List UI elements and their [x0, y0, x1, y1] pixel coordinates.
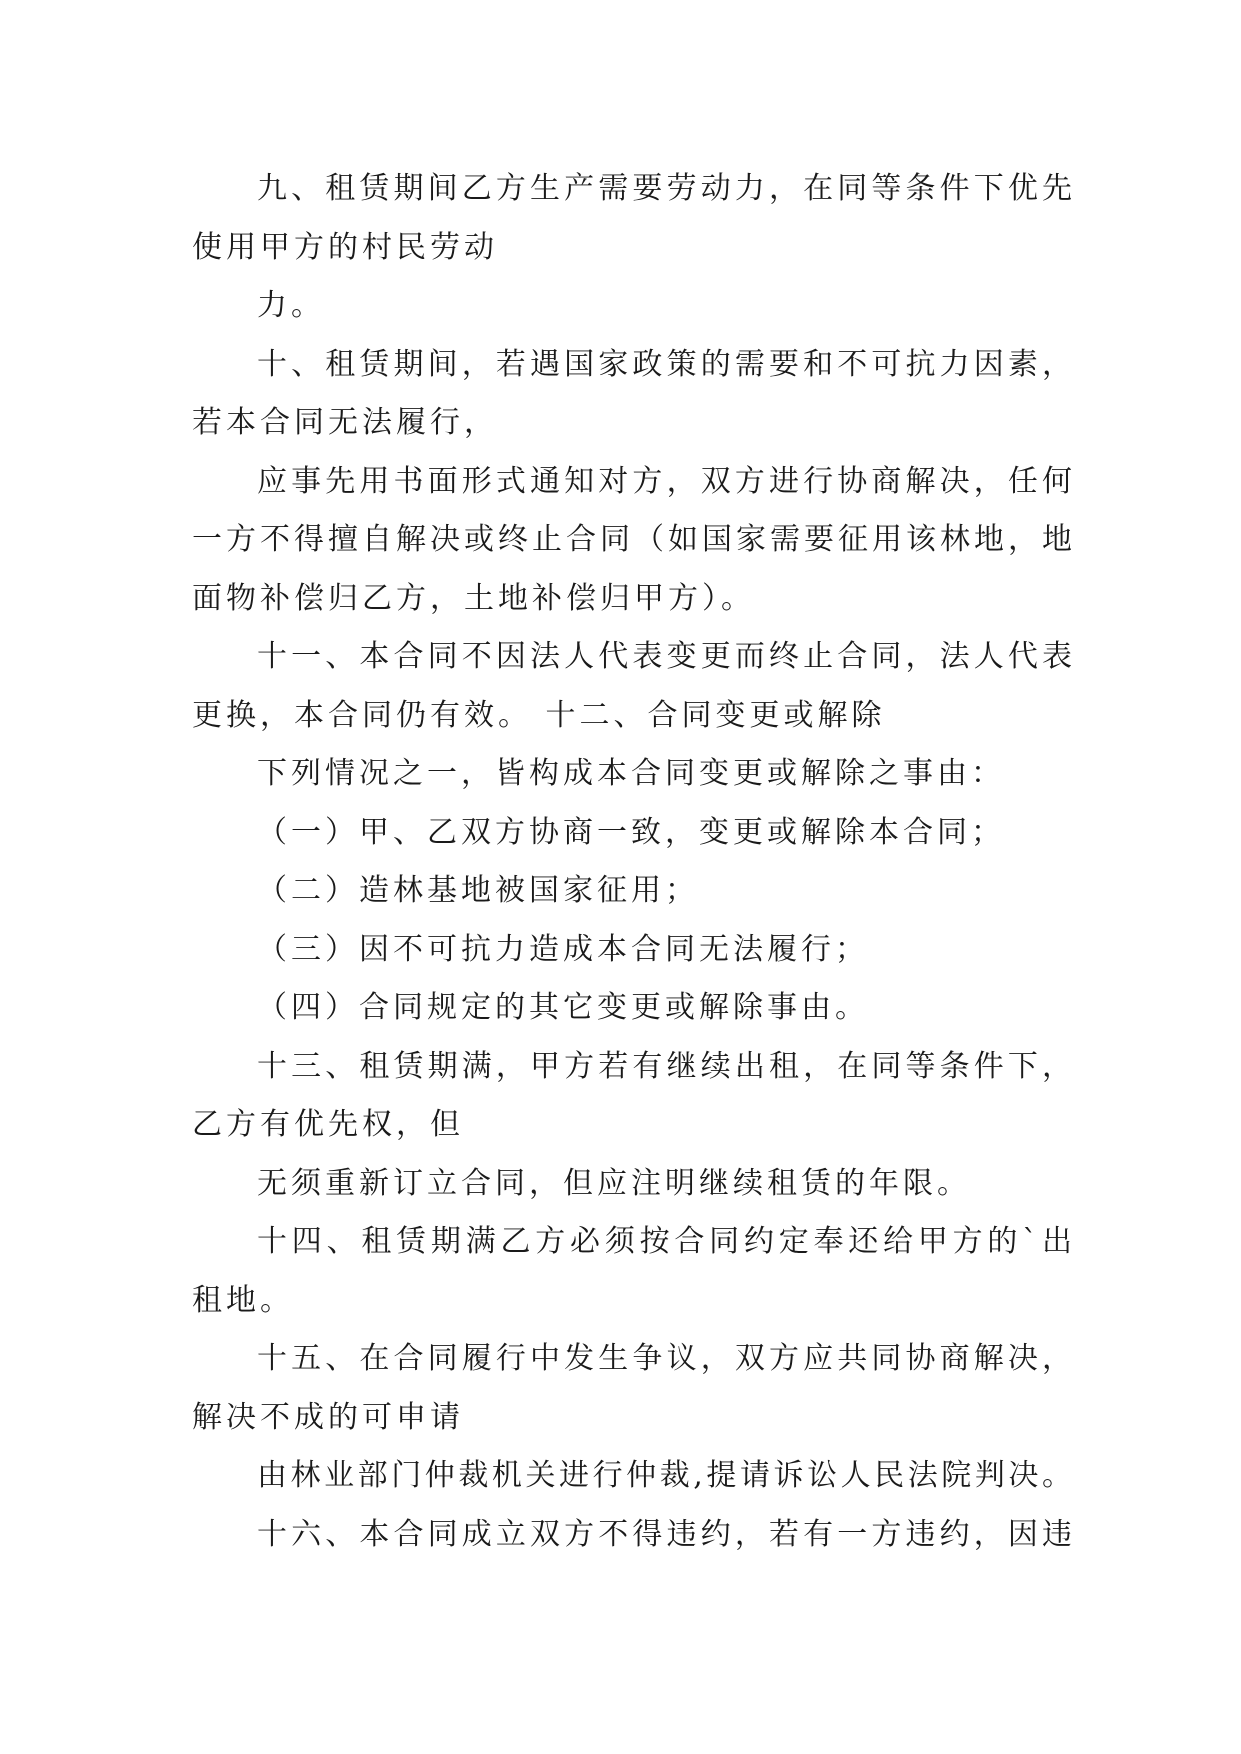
text-line: 十六、本合同成立双方不得违约，若有一方违约，因违 — [257, 1516, 1072, 1552]
text-line: （二）造林基地被国家征用； — [257, 873, 699, 908]
text-line: 使用甲方的村民劳动 — [192, 229, 498, 265]
text-line: 十四、租赁期满乙方必须按合同约定奉还给甲方的`出 — [257, 1224, 1072, 1259]
text-line: 无须重新订立合同，但应注明继续租赁的年限。 — [257, 1165, 971, 1201]
text-line: 租地。 — [192, 1282, 294, 1318]
text-line: 十三、租赁期满，甲方若有继续出租，在同等条件下， — [257, 1048, 1072, 1084]
text-line: （一）甲、乙双方协商一致，变更或解除本合同； — [257, 814, 1005, 850]
paragraph-clause-9-cont — [192, 277, 1072, 336]
text-line: 应事先用书面形式通知对方，双方进行协商解决，任何 — [257, 463, 1072, 499]
text-line: 十一、本合同不因法人代表变更而终止合同，法人代表 — [257, 639, 1072, 674]
text-line: 面物补偿归乙方，土地补偿归甲方）。 — [192, 580, 755, 616]
paragraph-clause-10 — [192, 336, 1072, 453]
text-line: 由林业部门仲裁机关进行仲裁,提请诉讼人民法院判决。 — [257, 1458, 1072, 1493]
paragraph-clause-14 — [192, 1213, 1072, 1330]
text-line: 九、租赁期间乙方生产需要劳动力，在同等条件下优先 — [257, 171, 1072, 206]
text-line: 十五、在合同履行中发生争议，双方应共同协商解决， — [257, 1341, 1072, 1376]
paragraph-clause-15-cont — [192, 1447, 1072, 1506]
paragraph-clause-15 — [192, 1330, 1072, 1447]
paragraph-clause-10-cont — [192, 453, 1072, 629]
list-item-2 — [192, 862, 1072, 921]
paragraph-clause-13 — [192, 1038, 1072, 1155]
text-line: 力。 — [257, 288, 325, 323]
document-body — [192, 160, 1072, 1564]
paragraph-clause-16 — [192, 1506, 1072, 1565]
text-line: 解决不成的可申请 — [192, 1399, 464, 1435]
paragraph-clause-12-intro — [192, 745, 1072, 804]
list-item-4 — [192, 979, 1072, 1038]
paragraph-clause-11 — [192, 628, 1072, 745]
text-line: 十、租赁期间，若遇国家政策的需要和不可抗力因素， — [257, 346, 1072, 382]
text-line: 若本合同无法履行， — [192, 405, 498, 440]
paragraph-clause-9 — [192, 160, 1072, 277]
text-line: （三）因不可抗力造成本合同无法履行； — [257, 931, 869, 967]
list-item-3 — [192, 921, 1072, 980]
text-line: 下列情况之一，皆构成本合同变更或解除之事由： — [257, 756, 1005, 791]
text-line: 更换，本合同仍有效。 十二、合同变更或解除 — [192, 697, 886, 733]
text-line: 乙方有优先权，但 — [192, 1107, 464, 1142]
paragraph-clause-13-cont — [192, 1155, 1072, 1214]
list-item-1 — [192, 804, 1072, 863]
text-line: 一方不得擅自解决或终止合同（如国家需要征用该林地，地 — [192, 522, 1072, 557]
text-line: （四）合同规定的其它变更或解除事由。 — [257, 990, 869, 1025]
